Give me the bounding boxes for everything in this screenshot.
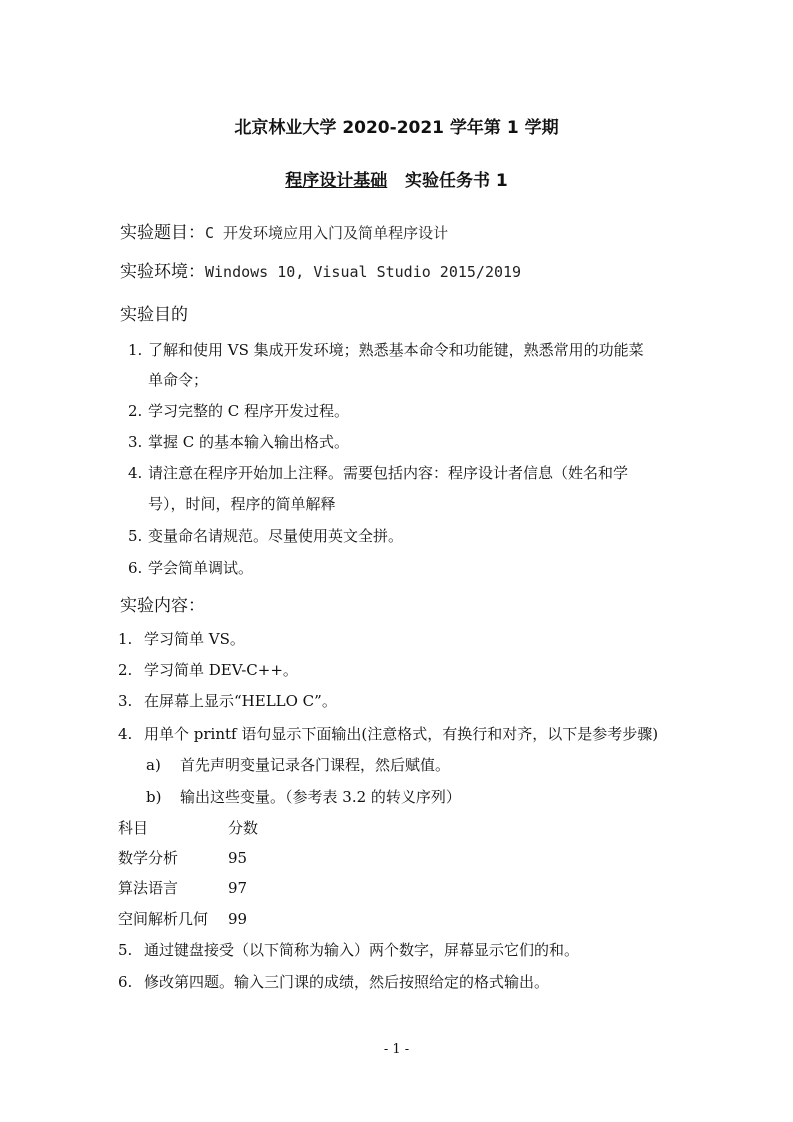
topic-value: C 开发环境应用入门及简单程序设计 (205, 224, 449, 242)
table-cell: 99 (228, 910, 248, 928)
item-number: 2. (118, 661, 133, 679)
table-cell: 95 (228, 849, 248, 867)
item-text: 输出这些变量。（参考表 3.2 的转义序列） (180, 788, 461, 806)
item-number: 5. (128, 527, 143, 545)
env-label: 实验环境： (120, 262, 205, 282)
table-cell: 空间解析几何 (118, 910, 209, 928)
item-number: 4. (128, 464, 143, 482)
item-text: 通过键盘接受（以下简称为输入）两个数字，屏幕显示它们的和。 (144, 941, 580, 959)
table-cell: 算法语言 (118, 879, 179, 897)
content-item (118, 691, 337, 711)
item-text: 学会简单调试。 (148, 559, 254, 577)
purpose-item (128, 463, 628, 483)
item-text: 用单个 printf 语句显示下面输出(注意格式，有换行和对齐，以下是参考步骤) (144, 725, 659, 743)
item-text: 变量命名请规范。尽量使用英文全拼。 (148, 527, 404, 545)
topic-line (120, 223, 448, 243)
table-row (118, 878, 247, 898)
content-item (118, 629, 245, 649)
content-item (118, 972, 549, 992)
item-number: 5. (118, 941, 133, 959)
content-subitem (146, 787, 461, 807)
item-text: 学习简单 DEV-C++。 (144, 661, 298, 679)
table-cell: 科目 (118, 819, 149, 837)
table-cell: 分数 (228, 819, 259, 837)
topic-label: 实验题目： (120, 223, 205, 243)
item-text: 学习简单 VS。 (144, 630, 245, 648)
item-number: 6. (118, 973, 133, 991)
item-number: 1. (128, 341, 143, 359)
purpose-heading: 实验目的 (120, 305, 188, 325)
purpose-item (128, 370, 208, 390)
purpose-item (128, 432, 349, 452)
purpose-item (128, 401, 349, 421)
purpose-item (128, 494, 336, 514)
content-subitem (146, 755, 450, 775)
item-number: 2. (128, 402, 143, 420)
table-cell: 数学分析 (118, 849, 179, 867)
item-text: 修改第四题。输入三门课的成绩，然后按照给定的格式输出。 (144, 973, 550, 991)
item-text: 学习完整的 C 程序开发过程。 (148, 402, 350, 420)
document-subtitle (0, 171, 793, 191)
env-line (120, 262, 521, 282)
item-number: 3. (118, 692, 133, 710)
purpose-item (128, 526, 403, 546)
content-item (118, 660, 298, 680)
page-number: - 1 - (383, 1042, 410, 1057)
table-row (118, 909, 247, 929)
env-value: Windows 10, Visual Studio 2015/2019 (205, 263, 522, 281)
purpose-item (128, 340, 644, 360)
item-text: 在屏幕上显示“HELLO C”。 (144, 692, 337, 710)
item-number: a) (146, 756, 161, 774)
content-heading: 实验内容： (120, 596, 205, 616)
content-item (118, 940, 579, 960)
item-number: 1. (118, 630, 133, 648)
item-number: 6. (128, 559, 143, 577)
course-name: 程序设计基础 (285, 171, 388, 191)
item-text: 了解和使用 VS 集成开发环境；熟悉基本命令和功能键，熟悉常用的功能菜 (148, 341, 644, 359)
item-number: 3. (128, 433, 143, 451)
item-text: 首先声明变量记录各门课程，然后赋值。 (180, 756, 451, 774)
purpose-item (128, 558, 253, 578)
item-number: 4. (118, 725, 133, 743)
item-text: 单命令； (148, 371, 209, 389)
item-number: b) (146, 788, 162, 806)
item-text: 号），时间，程序的简单解释 (148, 495, 336, 513)
content-item (118, 724, 658, 744)
task-name: 实验任务书 1 (405, 171, 508, 191)
document-title: 北京林业大学 2020-2021 学年第 1 学期 (234, 118, 559, 138)
table-cell: 97 (228, 879, 248, 897)
item-text: 掌握 C 的基本输入输出格式。 (148, 433, 350, 451)
table-row (118, 848, 247, 868)
table-header (118, 818, 258, 838)
item-text: 请注意在程序开始加上注释。需要包括内容：程序设计者信息（姓名和学 (148, 464, 629, 482)
